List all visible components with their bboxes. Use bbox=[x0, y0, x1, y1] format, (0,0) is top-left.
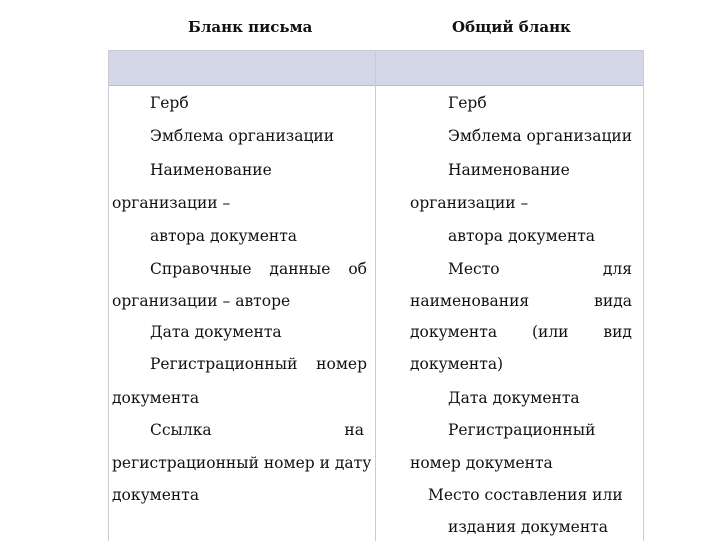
left-item-name-1: Наименование bbox=[150, 161, 272, 179]
right-item-regnum-2: номер документа bbox=[410, 454, 553, 472]
right-item-regnum-1: Регистрационный bbox=[448, 421, 596, 439]
word: вида bbox=[594, 292, 632, 310]
word: наименования bbox=[410, 292, 530, 310]
right-item-origin-2: издания документа bbox=[448, 518, 608, 536]
right-item-place-3 bbox=[410, 323, 632, 341]
right-item-name-1: Наименование bbox=[448, 161, 570, 179]
word: (или bbox=[531, 323, 569, 341]
right-item-name-3: автора документа bbox=[448, 227, 596, 245]
word: Место bbox=[448, 260, 500, 278]
right-item-origin-1: Место составления или bbox=[428, 486, 623, 504]
word: для bbox=[602, 260, 632, 278]
word: данные bbox=[269, 260, 331, 278]
right-item-emblem: Эмблема организации bbox=[448, 127, 633, 145]
left-item-name-3: автора документа bbox=[150, 227, 298, 245]
column-divider bbox=[375, 51, 376, 541]
left-item-emblem: Эмблема организации bbox=[150, 127, 335, 145]
word: документа bbox=[410, 323, 498, 341]
left-item-reference-1 bbox=[150, 260, 367, 278]
word: Регистрационный bbox=[150, 355, 298, 373]
table-header-row bbox=[109, 51, 643, 86]
right-item-place-2 bbox=[410, 292, 632, 310]
left-item-name-2: организации – bbox=[112, 194, 231, 212]
right-item-date: Дата документа bbox=[448, 389, 580, 407]
header-letter-form: Бланк письма bbox=[188, 18, 313, 36]
left-item-date: Дата документа bbox=[150, 323, 282, 341]
left-item-regnum-1 bbox=[150, 355, 367, 373]
left-item-regnum-2: документа bbox=[112, 389, 200, 407]
word: на bbox=[344, 421, 364, 439]
word: об bbox=[348, 260, 367, 278]
word: номер bbox=[316, 355, 367, 373]
left-item-gerb: Герб bbox=[150, 94, 189, 112]
word: Ссылка bbox=[150, 421, 212, 439]
word: вид bbox=[603, 323, 632, 341]
right-item-place-4: документа) bbox=[410, 355, 504, 373]
left-item-link-3: документа bbox=[112, 486, 200, 504]
header-general-form: Общий бланк bbox=[452, 18, 571, 36]
word: Справочные bbox=[150, 260, 252, 278]
left-item-link-2: регистрационный номер и дату bbox=[112, 454, 372, 472]
right-item-name-2: организации – bbox=[410, 194, 529, 212]
left-item-link-1 bbox=[150, 421, 364, 439]
left-item-reference-2: организации – авторе bbox=[112, 292, 291, 310]
right-item-gerb: Герб bbox=[448, 94, 487, 112]
right-item-place-1 bbox=[448, 260, 632, 278]
